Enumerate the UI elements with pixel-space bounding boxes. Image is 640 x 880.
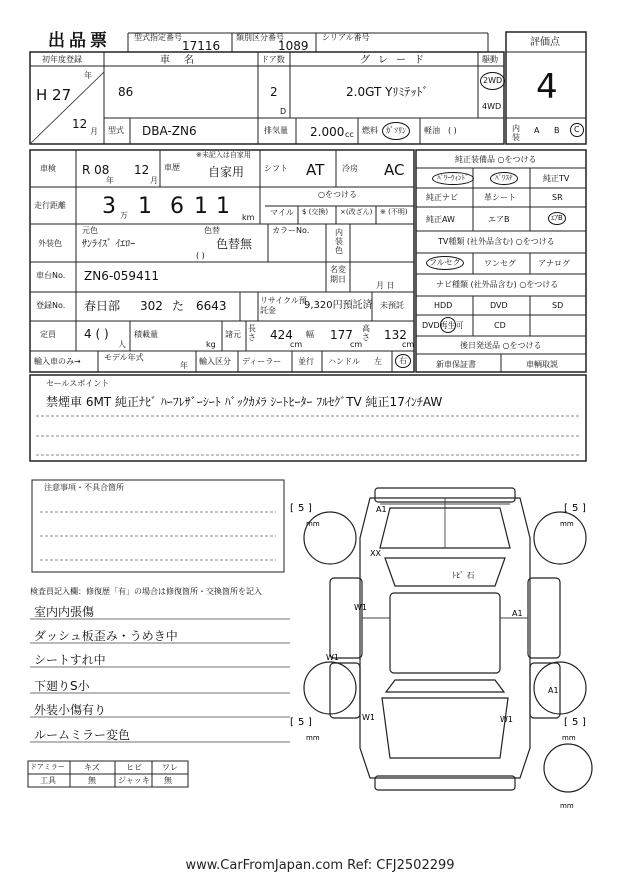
length-label: 長さ [248, 324, 256, 342]
serial-label: シリアル番号 [322, 33, 370, 42]
type-spec-label: 型式指定番号 [134, 33, 182, 42]
interior-color-label: 内装色 [335, 228, 343, 255]
displacement-value: 2.000 [310, 125, 345, 139]
fuel-gasoline: ｶﾞｿﾘﾝ [382, 122, 410, 140]
svg-text:]: ] [582, 503, 586, 514]
rating-value: 4 [536, 67, 558, 107]
tread-front-left: 5 [298, 503, 305, 514]
height-value: 132 [384, 328, 407, 342]
class-label: 類別区分番号 [236, 33, 284, 42]
mark-chip-windshield: ﾄﾋﾞ 石 [452, 571, 475, 580]
tread-unit-spare: mm [560, 802, 574, 810]
ac-label: 冷房 [342, 164, 358, 173]
interior-label: 内装 [512, 124, 520, 142]
odo-mile: マイル [270, 208, 294, 217]
navi-dvd-play-circle [440, 317, 456, 333]
note-item-2: ダッシュ板歪み・うめき中 [34, 629, 178, 643]
note-item-1: 室内内張傷 [34, 605, 95, 619]
grade-value: 2.0GT Yﾘﾐﾃｯﾄﾞ [346, 85, 429, 99]
color-change-value: 色替無 [216, 237, 253, 251]
plate-class: 302 [140, 299, 163, 313]
mark-xx-front-fender: XX [370, 549, 381, 558]
legend-door-mirror: ドアミラー [30, 763, 65, 771]
handle-left: 左 [374, 357, 382, 366]
import-dealer: ディーラー [242, 357, 282, 366]
color-orig-value: ｻﾝﾗｲｽﾞ ｲｴﾛｰ [82, 239, 136, 250]
shift-label: シフト [264, 164, 288, 173]
capacity-unit: 人 [118, 340, 126, 349]
odo-note: ○をつける [318, 190, 357, 199]
navi-title: ナビ種類 (社外品含む) ○をつける [436, 280, 559, 289]
displacement-label: 排気量 [264, 126, 288, 135]
equip-aw: 純正AW [426, 215, 455, 224]
color-paren: ( ) [196, 251, 205, 260]
equip-sr: SR [552, 193, 563, 202]
sales-label: セールスポイント [46, 379, 110, 388]
drive-2wd: 2WD [480, 72, 505, 90]
svg-text:[: [ [290, 717, 294, 728]
class-value: 1089 [278, 39, 309, 53]
mileage-label: 走行距離 [34, 201, 66, 210]
height-label: 高さ [362, 324, 370, 342]
name-change-unit: 月 日 [376, 281, 395, 290]
footer-watermark: www.CarFromJapan.com Ref: CFJ2502299 [185, 858, 455, 873]
length-value: 424 [270, 328, 293, 342]
inspection-year-unit: 年 [106, 176, 114, 185]
tread-unit-fl: mm [306, 520, 320, 528]
sheet-title: 出品票 [48, 31, 111, 51]
import-label: 輸入車のみ→ [34, 357, 81, 366]
car-name: 86 [118, 85, 134, 99]
inspector-note: 検査員記入欄：修復歴「有」の場合は修復箇所・交換箇所を記入 [30, 587, 262, 596]
mark-a1-right-door: A1 [512, 609, 523, 618]
displacement-unit: cc [345, 130, 354, 139]
svg-text:[: [ [564, 717, 568, 728]
tv-oneseg: ワンセグ [484, 259, 516, 268]
ac-value: AC [384, 161, 405, 179]
plate-area: 春日部 [84, 299, 121, 313]
drive-label: 駆動 [482, 55, 498, 64]
handle-label: ハンドル [328, 357, 360, 366]
interior-b: B [554, 126, 560, 135]
note-item-6: ルームミラー変色 [34, 728, 131, 742]
docs-title: 後日発送品 ○をつける [460, 341, 542, 350]
equip-navi: 純正ナビ [426, 193, 458, 202]
mileage-digit-4: 1 [194, 194, 208, 219]
tv-fullseg: フルセグ [426, 256, 464, 270]
fuel-diesel: 軽油 [424, 126, 440, 135]
inspection-month-unit: 月 [150, 176, 158, 185]
legend-jack-value: 無 [164, 776, 172, 785]
tread-front-right: 5 [572, 503, 579, 514]
equip-leather: 革シート [484, 193, 516, 202]
note-item-5: 外装小傷有り [34, 703, 107, 717]
legend-scratch: キズ [84, 763, 100, 772]
color-label: 外装色 [38, 239, 62, 248]
capacity-value: 4 ( ) [84, 327, 109, 341]
mark-w1-rear-left: W1 [362, 713, 375, 722]
mileage-digit-5: 1 [216, 194, 230, 219]
mark-w1-left-door: W1 [354, 603, 367, 612]
inspection-value: R 08 [82, 163, 110, 177]
tread-rear-right: 5 [572, 717, 579, 728]
svg-text:[: [ [290, 503, 294, 514]
chassis-label: 車台No. [36, 271, 66, 280]
doors-value: 2 [270, 85, 278, 99]
doors-sub: D [280, 107, 287, 116]
capacity-label: 定員 [40, 330, 56, 339]
first-reg-year: H 27 [36, 86, 72, 104]
plate-number: 6643 [196, 299, 227, 313]
car-diagram [290, 478, 600, 818]
tv-analog: アナログ [538, 259, 570, 268]
legend-jack: ジャッキ [118, 776, 150, 785]
legend-crack: ヒビ [126, 763, 142, 772]
inspection-label: 車検 [40, 164, 56, 173]
note-item-3: シートすれ中 [34, 653, 106, 667]
drive-4wd: 4WD [482, 102, 502, 111]
equip-title: 純正装備品 ○をつける [455, 155, 537, 164]
svg-text:[: [ [564, 503, 568, 514]
equip-power-window: ﾊﾟﾜｰｳｨﾝﾄﾞ [432, 172, 474, 185]
svg-text:]: ] [582, 717, 586, 728]
model-year-label: モデル年式 [104, 353, 144, 362]
mark-a1-front-bumper: A1 [376, 505, 387, 514]
first-reg-month: 12 [72, 117, 88, 131]
handle-right: 右 [395, 354, 411, 368]
navi-dvd-play: DVD再生可 [422, 321, 464, 330]
equip-airbag: エアB [488, 215, 510, 224]
svg-text:]: ] [308, 503, 312, 514]
navi-dvd: DVD [490, 301, 508, 310]
odo-tampered: ×(改ざん) [340, 208, 373, 216]
model-value: DBA-ZN6 [142, 124, 197, 138]
usage-note: ※未記入は自家用 [196, 151, 251, 159]
grade-label: グレード [360, 55, 432, 66]
plate-kana: た [172, 299, 185, 313]
legend-break: ワレ [162, 763, 178, 772]
mark-a1-rear-wheel: A1 [548, 686, 559, 695]
interior-c: C [570, 123, 584, 137]
legend-tools: 工具 [40, 776, 56, 785]
interior-a: A [534, 126, 540, 135]
import-class-label: 輸入区分 [199, 357, 231, 366]
equip-airbag-2: ｴｱB [548, 212, 566, 225]
height-unit: cm [402, 340, 415, 349]
mileage-digit-1: 3 [102, 194, 116, 219]
navi-cd: CD [494, 321, 506, 330]
docs-warranty: 新車保証書 [436, 360, 476, 369]
fuel-paren: ( ) [448, 126, 457, 135]
load-label: 積載量 [134, 330, 158, 339]
width-unit: cm [350, 340, 363, 349]
recycle-value: 9,320円預託済 [304, 300, 373, 311]
odo-unknown: ※ (不明) [380, 208, 408, 216]
width-value: 177 [330, 328, 353, 342]
equip-tv: 純正TV [543, 174, 570, 183]
navi-hdd: HDD [434, 301, 453, 310]
recycle-label: リサイクル預託金 [260, 296, 307, 315]
car-name-label: 車名 [160, 55, 208, 66]
first-reg-month-unit: 月 [90, 127, 98, 136]
notes-label: 注意事項・不具合箇所 [44, 483, 124, 492]
mileage-digit-2: 1 [138, 194, 152, 219]
mark-w1-rear-right: W1 [500, 715, 513, 724]
color-code-label: 色替 [204, 226, 220, 235]
note-item-4: 下廻りS小 [34, 679, 90, 693]
mark-w1-left-rear: W1 [326, 653, 339, 662]
length-unit: cm [290, 340, 303, 349]
tread-rear-left: 5 [298, 717, 305, 728]
usage-value: 自家用 [208, 165, 245, 179]
tread-unit-rl: mm [306, 734, 320, 742]
odo-exchange: $ (交換) [302, 208, 329, 216]
color-no-label: カラーNo. [272, 226, 310, 235]
shift-value: AT [306, 161, 325, 179]
model-year-unit: 年 [180, 361, 188, 370]
inspection-month: 12 [134, 163, 150, 177]
fuel-label: 燃料 [362, 126, 378, 135]
legend-tools-value: 無 [88, 776, 96, 785]
width-label: 幅 [306, 330, 314, 339]
doors-label: ドア数 [261, 55, 285, 64]
tread-unit-rr: mm [562, 734, 576, 742]
import-parallel: 並行 [298, 357, 314, 366]
dims-label: 諸元 [225, 330, 241, 339]
tv-title: TV種類 (社外品含む) ○をつける [438, 237, 555, 246]
sales-text: 禁煙車 6MT 純正ﾅﾋﾞ ﾊｰﾌﾚｻﾞｰｼｰﾄ ﾊﾞｯｸｶﾒﾗ ｼｰﾄﾋｰﾀｰ ﾌﾙｾｸﾞTV 純正17ｲﾝﾁAW [46, 395, 443, 409]
recycle-no: 未預託 [380, 301, 404, 310]
first-reg-year-unit: 年 [84, 71, 92, 80]
mileage-unit: km [242, 213, 255, 222]
chassis-value: ZN6-059411 [84, 269, 159, 283]
usage-label: 車歴 [164, 163, 180, 172]
color-orig-label: 元色 [82, 226, 98, 235]
docs-manual: 車輌取説 [526, 360, 558, 369]
name-change-label: 名変期日 [330, 265, 346, 284]
load-unit: kg [206, 340, 216, 349]
tread-unit-fr: mm [560, 520, 574, 528]
type-spec-value: 17116 [182, 39, 221, 53]
plate-label: 登録No. [36, 301, 66, 310]
mileage-man: 万 [120, 211, 128, 220]
navi-sd: SD [552, 301, 564, 310]
model-label: 型式 [108, 126, 124, 135]
equip-power-steering: ﾊﾟﾜｽﾃ [490, 172, 518, 185]
rating-label: 評価点 [530, 37, 560, 48]
svg-text:]: ] [308, 717, 312, 728]
first-reg-label: 初年度登録 [42, 55, 82, 64]
mileage-digit-3: 6 [170, 194, 184, 219]
